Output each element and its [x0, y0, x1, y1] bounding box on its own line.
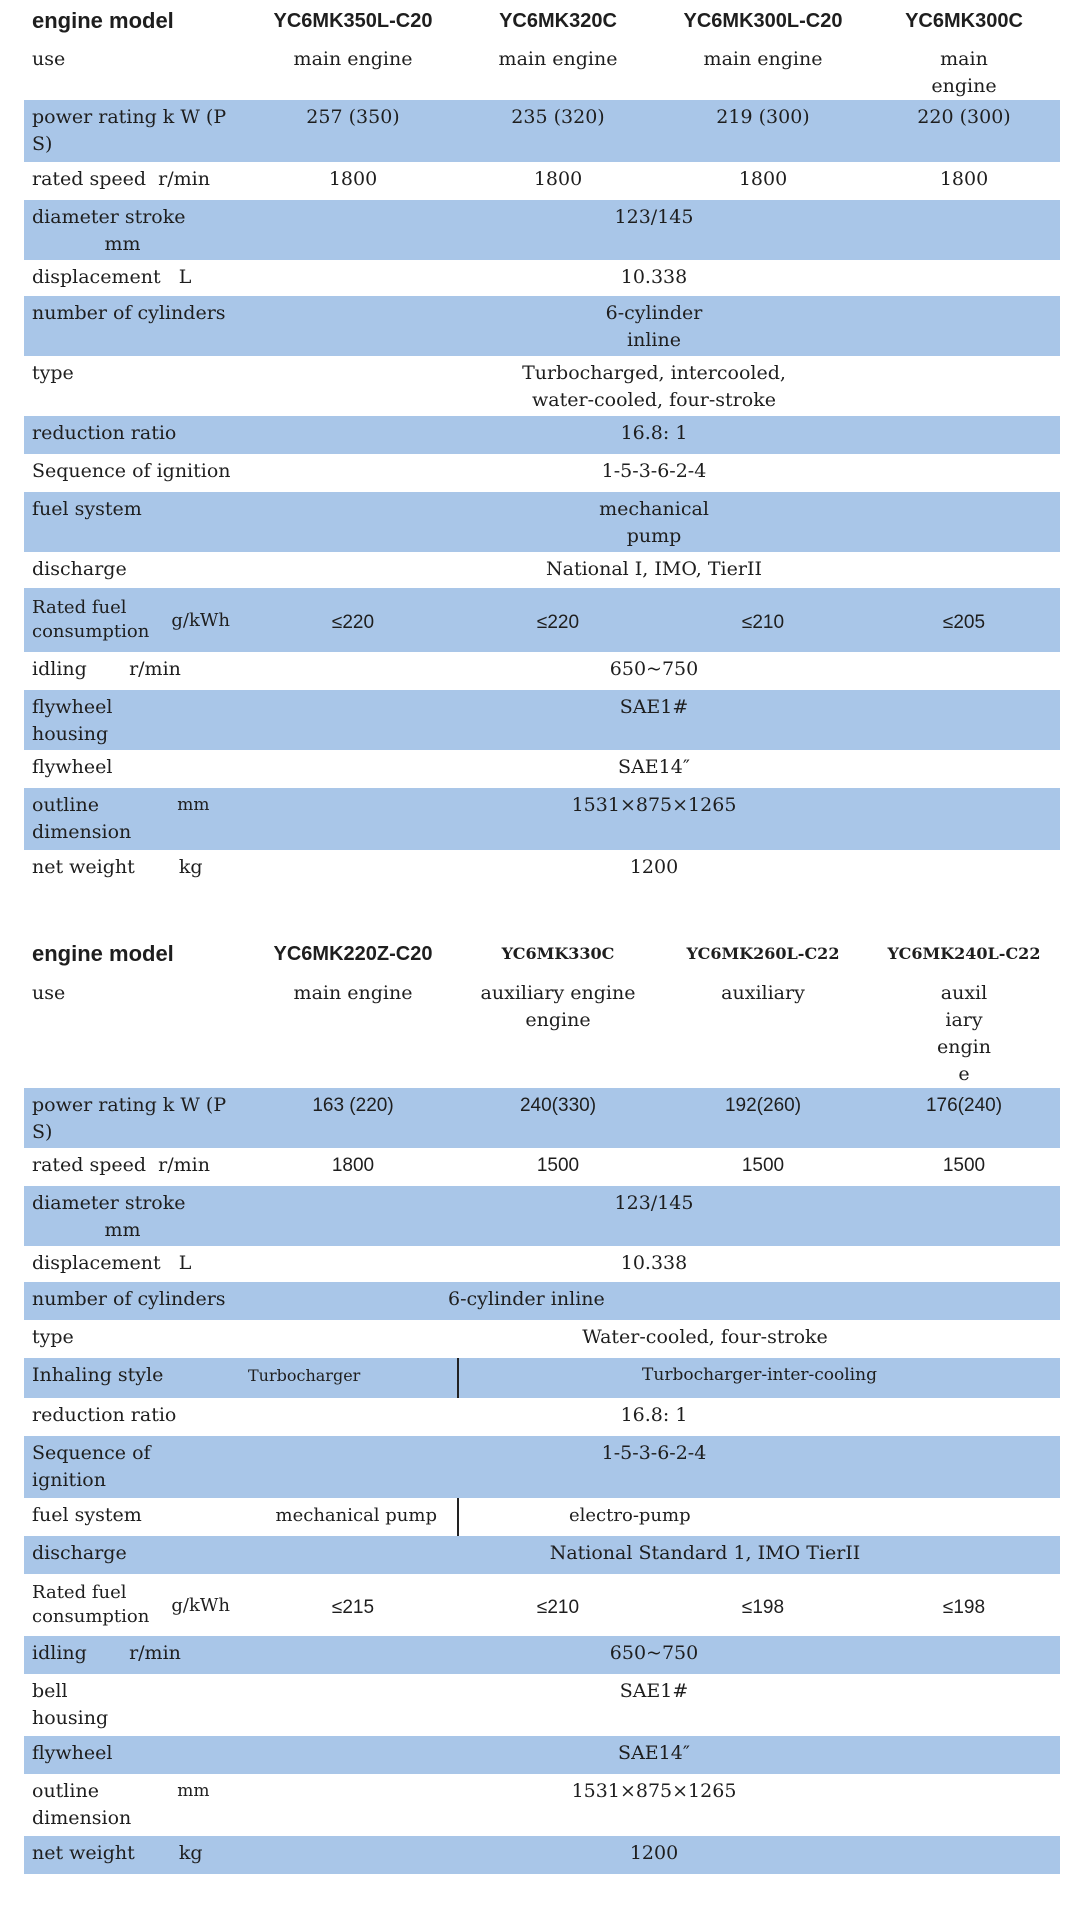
table-row-ignition: [24, 454, 1060, 492]
row-label: displacement L: [32, 1252, 192, 1274]
row-label-text: net weight: [32, 1842, 135, 1864]
row-label: diameter stroke mm: [24, 200, 248, 260]
cell-value: 1200: [248, 1836, 1060, 1874]
cell-value: 1800: [738, 168, 788, 190]
cell-value: ≤205: [868, 588, 1060, 652]
row-label: Sequence of ignition: [32, 460, 231, 482]
row-label: Inhaling style: [24, 1358, 248, 1398]
cell-value: 1200: [629, 856, 679, 878]
unit-label: kg: [178, 1842, 203, 1864]
row-label: fuel system: [32, 1504, 142, 1526]
row-label: fuel system: [24, 492, 248, 552]
unit-label: g/kWh: [171, 609, 230, 631]
cell-value: SAE1#: [248, 690, 1060, 750]
cell-value: Turbocharger: [248, 1358, 458, 1398]
table-row-reduction: [24, 416, 1060, 454]
cell-value: 1800: [331, 1155, 375, 1176]
row-label: flywheel: [24, 1736, 248, 1774]
row-label: power rating k W (P S): [24, 1088, 248, 1148]
table-row-reduction: [24, 1398, 1060, 1436]
unit-label: g/kWh: [171, 1594, 230, 1616]
table-row-ignition: [24, 1436, 1060, 1498]
cell-value: main engine: [498, 48, 618, 70]
cell-value: main engine: [293, 48, 413, 70]
cell-value: auxiliary engine engine: [480, 982, 636, 1031]
cell-value: ≤210: [536, 1596, 580, 1618]
cell-value: 240(330): [458, 1088, 658, 1148]
model-header: YC6MK300C: [868, 0, 1060, 42]
row-label: Sequence of ignition: [24, 1436, 248, 1498]
cell-value: 1800: [533, 168, 583, 190]
cell-value: mechanical pump: [248, 492, 1060, 552]
table-row-power: [24, 100, 1060, 162]
cell-value: 1531×875×1265: [248, 788, 1060, 850]
table-row-displacement: [24, 260, 1060, 296]
table-row-bore: [24, 200, 1060, 260]
row-label: number of cylinders: [24, 296, 248, 356]
table-row-fuel-system: [24, 492, 1060, 552]
spec-table-1: [24, 0, 1060, 884]
cell-value: 650~750: [248, 1636, 1060, 1674]
cell-value: 10.338: [620, 1252, 688, 1274]
table-row-bore: [24, 1186, 1060, 1246]
cell-value: 1800: [939, 168, 989, 190]
model-header: YC6MK350L-C20: [248, 0, 458, 42]
cell-value: 220 (300): [868, 100, 1060, 162]
cell-value: 1531×875×1265: [571, 1780, 737, 1802]
table-row-displacement: [24, 1246, 1060, 1282]
row-label: discharge: [32, 558, 127, 580]
cell-value: auxiliary: [721, 982, 805, 1004]
table-row-type: [24, 1320, 1060, 1358]
table-row-outline: [24, 788, 1060, 850]
table-row-type: [24, 356, 1060, 416]
cell-value: 235 (320): [458, 100, 658, 162]
model-header: YC6MK260L-C22: [658, 932, 868, 976]
table-row-weight: [24, 1836, 1060, 1874]
row-label: [24, 1836, 248, 1874]
cell-value: 16.8: 1: [620, 1404, 688, 1426]
table-row-flywheel: [24, 750, 1060, 788]
cell-value: 650~750: [609, 658, 699, 680]
cell-value: 16.8: 1: [248, 416, 1060, 454]
table-row-fuel-consumption: [24, 588, 1060, 652]
unit-label: kg: [178, 856, 203, 878]
spec-table-2: [24, 932, 1060, 1874]
row-label: reduction ratio: [32, 1404, 177, 1426]
cell-value: 123/145: [248, 1186, 1060, 1246]
cell-value: main engine: [703, 48, 823, 70]
cell-value: 1500: [741, 1155, 785, 1176]
cell-value: ≤198: [741, 1596, 785, 1618]
table-row-idling: [24, 652, 1060, 690]
cell-value: Water-cooled, four-stroke: [582, 1326, 828, 1348]
cell-value: ≤220: [248, 588, 458, 652]
cell-value: 6-cylinder inline: [248, 296, 1060, 356]
table-row-discharge: [24, 1536, 1060, 1574]
cell-value: 176(240): [868, 1088, 1060, 1148]
cell-value: 123/145: [248, 200, 1060, 260]
table-row-use: [24, 976, 1060, 1088]
row-label-text: outline dimension: [32, 794, 132, 843]
cell-value: 163 (220): [248, 1088, 458, 1148]
cell-value: ≤215: [331, 1596, 375, 1618]
table-row-speed: [24, 1148, 1060, 1186]
table-row-power: [24, 1088, 1060, 1148]
table-row-weight: [24, 850, 1060, 884]
model-header: YC6MK240L-C22: [868, 932, 1060, 976]
row-label: use: [32, 982, 66, 1004]
cell-value: 1500: [536, 1155, 580, 1176]
table-row-housing: [24, 690, 1060, 750]
row-label: type: [32, 1326, 74, 1348]
row-label: flywheel housing: [24, 690, 248, 750]
row-label: [24, 588, 248, 652]
table-1-header-row: [24, 0, 1060, 42]
model-header: YC6MK300L-C20: [658, 0, 868, 42]
cell-value: main engine: [931, 48, 997, 97]
table-2-header-row: [24, 932, 1060, 976]
row-label: displacement L: [32, 266, 192, 288]
cell-value: [248, 1282, 1060, 1320]
table-row-discharge: [24, 552, 1060, 588]
cell-value: 219 (300): [658, 100, 868, 162]
table-row-fuel-system: [24, 1498, 1060, 1536]
model-header: YC6MK220Z-C20: [248, 932, 458, 976]
cell-value: National I, IMO, TierII: [546, 558, 762, 580]
row-label: flywheel: [32, 756, 113, 778]
cell-value: 1500: [942, 1155, 986, 1176]
table-row-idling: [24, 1636, 1060, 1674]
row-label: [24, 788, 248, 850]
cell-value: National Standard 1, IMO TierII: [248, 1536, 1060, 1574]
row-label-text: Rated fuel consumption: [32, 1582, 150, 1627]
row-label: diameter stroke mm: [24, 1186, 248, 1246]
cell-value: 10.338: [620, 266, 688, 288]
cell-value: 257 (350): [248, 100, 458, 162]
row-label: rated speed r/min: [32, 168, 210, 190]
cell-value: main engine: [293, 982, 413, 1004]
row-label: idling r/min: [32, 658, 181, 680]
cell-value: ≤198: [942, 1596, 986, 1618]
cell-value: auxil iary engin e: [937, 982, 991, 1085]
cell-value: Turbocharger-inter-cooling: [458, 1358, 1060, 1398]
model-header: YC6MK320C: [458, 0, 658, 42]
cell-value: ≤220: [458, 588, 658, 652]
cell-value: SAE14″: [618, 756, 690, 778]
row-label: [24, 850, 248, 884]
row-label-text: outline dimension: [32, 1780, 132, 1829]
table-row-speed: [24, 162, 1060, 200]
row-label: power rating k W (P S): [24, 100, 248, 162]
row-label: number of cylinders: [24, 1282, 248, 1320]
cell-value: SAE1#: [619, 1680, 689, 1702]
table-row-fuel-consumption: [24, 1574, 1060, 1636]
engine-model-label: engine model: [24, 932, 248, 976]
row-label-text: Rated fuel consumption: [32, 597, 150, 642]
cell-value: SAE14″: [248, 1736, 1060, 1774]
table-row-outline: [24, 1774, 1060, 1836]
row-label: bell housing: [32, 1680, 109, 1729]
table-row-housing: [24, 1674, 1060, 1736]
row-label: discharge: [24, 1536, 248, 1574]
row-label: [24, 1774, 248, 1836]
row-label: type: [32, 362, 74, 384]
cell-value: 1800: [328, 168, 378, 190]
cell-value: Turbocharged, intercooled, water-cooled, four-stroke: [522, 362, 786, 411]
cylinders-text: 6-cylinder inline: [448, 1288, 605, 1310]
row-label: use: [32, 48, 66, 70]
row-label: idling r/min: [24, 1636, 248, 1674]
engine-model-label: engine model: [24, 0, 248, 42]
cell-value: electro-pump: [458, 1498, 1060, 1536]
table-row-cylinders: [24, 296, 1060, 356]
table-row-flywheel: [24, 1736, 1060, 1774]
cell-value: 1-5-3-6-2-4: [601, 460, 707, 482]
cell-value: 1-5-3-6-2-4: [248, 1436, 1060, 1498]
cell-value: 192(260): [658, 1088, 868, 1148]
unit-label: mm: [177, 795, 210, 815]
cell-value: ≤210: [658, 588, 868, 652]
table-row-use: [24, 42, 1060, 100]
table-row-inhaling: [24, 1358, 1060, 1398]
unit-label: mm: [177, 1781, 210, 1801]
row-label: reduction ratio: [24, 416, 248, 454]
cell-value: mechanical pump: [275, 1505, 437, 1526]
row-label-text: net weight: [32, 856, 135, 878]
row-label: [24, 1574, 248, 1636]
table-row-cylinders: [24, 1282, 1060, 1320]
model-header: YC6MK330C: [458, 932, 658, 976]
row-label: rated speed r/min: [32, 1154, 210, 1176]
